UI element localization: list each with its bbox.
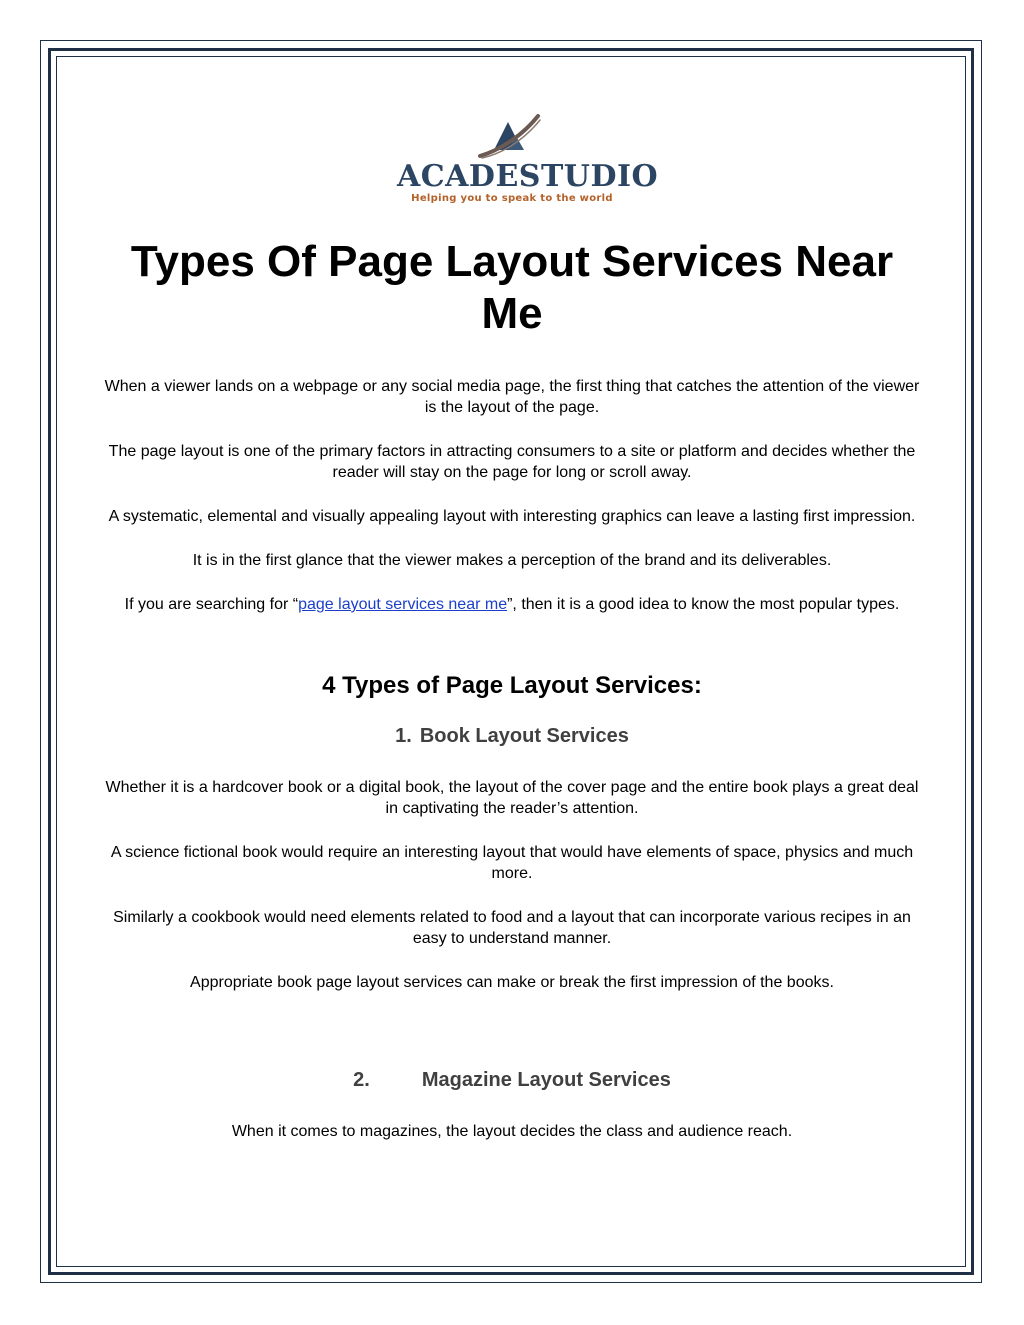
book-paragraph-1: Whether it is a hardcover book or a digital book, the layout of the cover page and the entire book plays a great deal in captivating the reader’s attention. (105, 779, 919, 817)
acadestudio-logo (397, 110, 659, 216)
section-heading: 4 Types of Page Layout Services: (322, 672, 702, 699)
magazine-layout-title: Magazine Layout Services (421, 1069, 671, 1091)
magazine-layout-number: 2. (353, 1069, 370, 1091)
book-layout-number: 1. (395, 725, 412, 747)
page-title: Types Of Page Layout Services Near Me (130, 237, 894, 338)
book-paragraph-3: Similarly a cookbook would need elements related to food and a layout that can incorporate various recipes in an easy to understand manner. (113, 909, 911, 947)
logo-brand-name: ACADESTUDIO (397, 159, 659, 194)
book-layout-title: Book Layout Services (419, 725, 629, 747)
mountain-logo-icon (472, 110, 552, 166)
magazine-paragraph-1: When it comes to magazines, the layout decides the class and audience reach. (231, 1123, 793, 1140)
intro-paragraph-5-tail: ”, then it is a good idea to know the most popular types. (507, 596, 900, 613)
logo-tagline: Helping you to speak to the world (411, 193, 613, 204)
intro-paragraph-2: The page layout is one of the primary factors in attracting consumers to a site or platform and decides whether the reader will stay on the page for long or scroll away. (108, 443, 916, 481)
intro-paragraph-4: It is in the first glance that the viewer makes a perception of the brand and its deliverables. (192, 552, 832, 569)
magazine-layout-heading (100, 1067, 924, 1093)
book-paragraph-2: A science fictional book would require an interesting layout that would have elements of space, physics and much more. (110, 844, 914, 882)
intro-paragraph-5-lead: If you are searching for “ (124, 596, 299, 613)
document-content (100, 110, 924, 1142)
intro-paragraph-1: When a viewer lands on a webpage or any social media page, the first thing that catches the attention of the viewer is the layout of the page. (104, 378, 920, 416)
book-layout-heading (100, 723, 924, 749)
intro-paragraph-5 (100, 594, 924, 615)
intro-paragraph-3: A systematic, elemental and visually appealing layout with interesting graphics can leave a lasting first impression. (108, 508, 916, 525)
page-layout-services-link[interactable]: page layout services near me (298, 596, 508, 613)
book-paragraph-4: Appropriate book page layout services can make or break the first impression of the books. (190, 974, 834, 991)
